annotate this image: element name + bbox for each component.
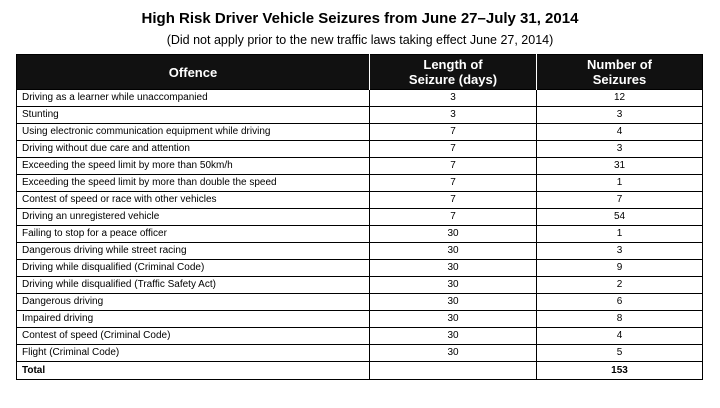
number-cell: 8 — [537, 311, 703, 328]
table-row — [17, 192, 703, 209]
number-cell: 4 — [537, 124, 703, 141]
length-cell: 3 — [370, 107, 537, 124]
number-cell: 6 — [537, 294, 703, 311]
length-cell: 7 — [370, 192, 537, 209]
table-row — [17, 90, 703, 107]
total-row — [17, 362, 703, 380]
total-length-cell — [370, 362, 537, 380]
table-row — [17, 175, 703, 192]
offence-cell: Driving without due care and attention — [17, 141, 370, 158]
table-row — [17, 277, 703, 294]
offence-cell: Dangerous driving while street racing — [17, 243, 370, 260]
length-cell: 3 — [370, 90, 537, 107]
total-number: 153 — [537, 362, 703, 380]
length-cell: 30 — [370, 345, 537, 362]
offence-cell: Stunting — [17, 107, 370, 124]
offence-cell: Using electronic communication equipment while driving — [17, 124, 370, 141]
table-row — [17, 209, 703, 226]
table-header — [17, 55, 703, 90]
offence-cell: Driving an unregistered vehicle — [17, 209, 370, 226]
table-row — [17, 345, 703, 362]
table-row — [17, 226, 703, 243]
number-cell: 9 — [537, 260, 703, 277]
column-header-length — [370, 55, 537, 90]
number-cell: 3 — [537, 107, 703, 124]
number-cell: 1 — [537, 175, 703, 192]
offence-cell: Contest of speed or race with other vehicles — [17, 192, 370, 209]
column-header-number — [537, 55, 703, 90]
table-row — [17, 141, 703, 158]
number-cell: 7 — [537, 192, 703, 209]
table-row — [17, 294, 703, 311]
column-header-length-line1: Length of — [423, 57, 483, 72]
table-row — [17, 260, 703, 277]
length-cell: 30 — [370, 294, 537, 311]
page-subtitle: (Did not apply prior to the new traffic laws taking effect June 27, 2014) — [166, 33, 554, 47]
table-row — [17, 107, 703, 124]
table-row — [17, 328, 703, 345]
offence-cell: Exceeding the speed limit by more than 50km/h — [17, 158, 370, 175]
number-cell: 31 — [537, 158, 703, 175]
number-cell: 3 — [537, 141, 703, 158]
length-cell: 7 — [370, 175, 537, 192]
column-header-offence: Offence — [17, 55, 370, 90]
number-cell: 5 — [537, 345, 703, 362]
number-cell: 12 — [537, 90, 703, 107]
offence-cell: Failing to stop for a peace officer — [17, 226, 370, 243]
number-cell: 3 — [537, 243, 703, 260]
column-header-length-line2: Seizure (days) — [408, 72, 498, 87]
length-cell: 30 — [370, 311, 537, 328]
number-cell: 1 — [537, 226, 703, 243]
offence-cell: Exceeding the speed limit by more than double the speed — [17, 175, 370, 192]
offence-cell: Driving while disqualified (Criminal Code) — [17, 260, 370, 277]
offence-cell: Flight (Criminal Code) — [17, 345, 370, 362]
length-cell: 7 — [370, 158, 537, 175]
header-row — [17, 55, 703, 90]
number-cell: 2 — [537, 277, 703, 294]
length-cell: 7 — [370, 141, 537, 158]
length-cell: 30 — [370, 260, 537, 277]
offence-cell: Contest of speed (Criminal Code) — [17, 328, 370, 345]
offence-cell: Dangerous driving — [17, 294, 370, 311]
offence-cell: Impaired driving — [17, 311, 370, 328]
length-cell: 7 — [370, 209, 537, 226]
seizures-table-container — [16, 54, 702, 380]
table-row — [17, 243, 703, 260]
column-header-number-line2: Seizures — [592, 72, 647, 87]
offence-cell: Driving as a learner while unaccompanied — [17, 90, 370, 107]
table-row — [17, 124, 703, 141]
length-cell: 30 — [370, 243, 537, 260]
length-cell: 7 — [370, 124, 537, 141]
table-row — [17, 158, 703, 175]
length-cell: 30 — [370, 226, 537, 243]
total-label: Total — [17, 362, 370, 380]
number-cell: 54 — [537, 209, 703, 226]
length-cell: 30 — [370, 328, 537, 345]
page-title: High Risk Driver Vehicle Seizures from June 27–July 31, 2014 — [141, 10, 579, 27]
column-header-number-line1: Number of — [587, 57, 652, 72]
number-cell: 4 — [537, 328, 703, 345]
seizures-table — [16, 54, 703, 380]
length-cell: 30 — [370, 277, 537, 294]
offence-cell: Driving while disqualified (Traffic Safety Act) — [17, 277, 370, 294]
table-body — [17, 90, 703, 380]
table-row — [17, 311, 703, 328]
